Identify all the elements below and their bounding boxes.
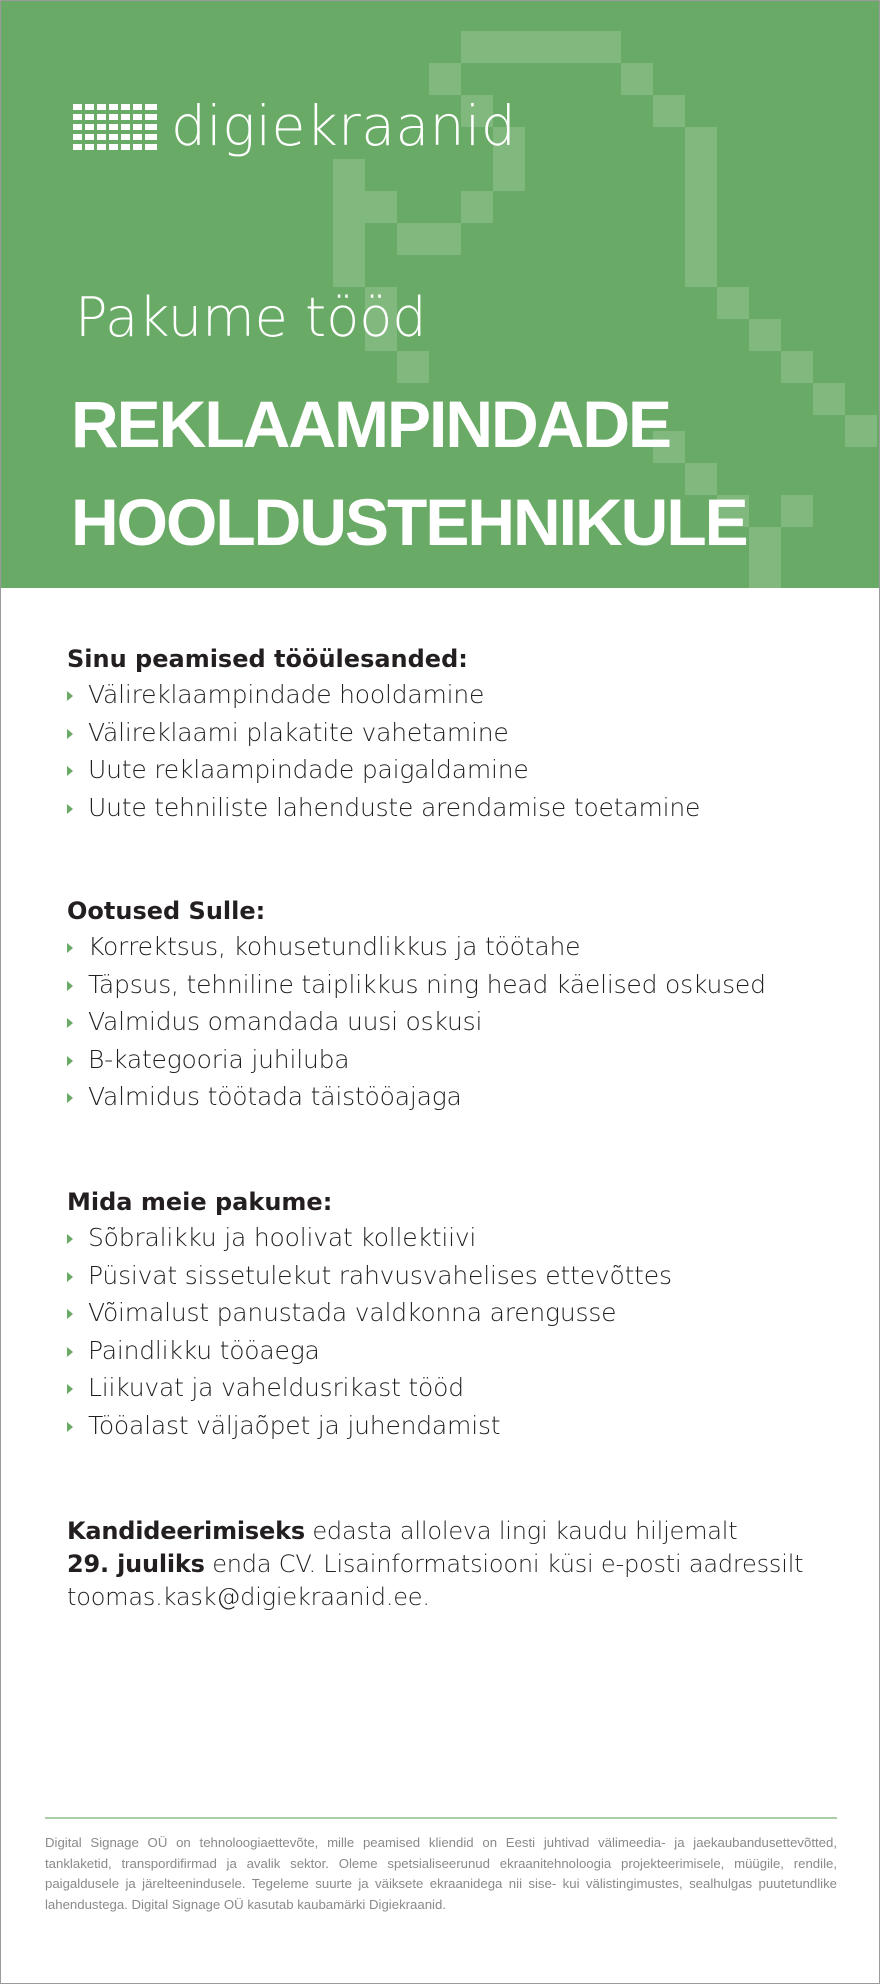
list-item: Uute tehniliste lahenduste arendamise toetamine: [67, 789, 700, 827]
list-item: Täpsus, tehniline taiplikkus ning head käelised oskused: [67, 966, 766, 1004]
offer-list: [67, 1219, 672, 1444]
bullet-arrow-icon: [67, 1234, 73, 1244]
bullet-arrow-icon: [67, 729, 73, 739]
job-title-line-1: REKLAAMPINDADE: [71, 387, 670, 461]
apply-text-2: enda CV. Lisainformatsiooni küsi e-posti aadressilt: [204, 1550, 804, 1578]
list-item: Sõbralikku ja hoolivat kollektiivi: [67, 1219, 672, 1257]
company-description: Digital Signage OÜ on tehnoloogiaettevõte, mille peamised kliendid on Eesti juhtivad välimeedia- ja jaekaubandusettevõtted, tanklaketid, transpordifirmad ja avalik sektor. Oleme spetsialiseerunud ekraanitehnoloogia projekteerimisele, müügile, rendile, paigaldusele ja järelteenindusele. Tegeleme suurte ja väiksete ekraanidega nii sise- kui välistingimustes, sealhulgas puutetundlike lahendustega. Digital Signage OÜ kasutab kaubamärki Digiekraanid.: [45, 1835, 837, 1912]
list-item: B-kategooria juhiluba: [67, 1041, 766, 1079]
bullet-arrow-icon: [67, 1272, 73, 1282]
responsibilities-list: [67, 676, 700, 826]
header-banner: [1, 1, 879, 588]
list-item: Välireklaami plakatite vahetamine: [67, 714, 700, 752]
list-item: Valmidus omandada uusi oskusi: [67, 1003, 766, 1041]
expectations-list: [67, 928, 766, 1116]
bullet-arrow-icon: [67, 691, 73, 701]
bullet-arrow-icon: [67, 766, 73, 776]
apply-keyword: Kandideerimiseks: [67, 1517, 305, 1545]
bullet-arrow-icon: [67, 1384, 73, 1394]
bullet-arrow-icon: [67, 1018, 73, 1028]
section-expectations: [67, 894, 766, 1116]
bullet-arrow-icon: [67, 943, 73, 953]
section-heading: Mida meie pakume:: [67, 1188, 333, 1216]
bullet-arrow-icon: [67, 1422, 73, 1432]
bullet-arrow-icon: [67, 1093, 73, 1103]
application-info: [67, 1515, 847, 1614]
list-item: Tööalast väljaõpet ja juhendamist: [67, 1407, 672, 1445]
led-grid-logo-icon: [73, 104, 157, 150]
list-item: Paindlikku tööaega: [67, 1332, 672, 1370]
section-heading: Sinu peamised tööülesanded:: [67, 645, 468, 673]
list-item: Uute reklaampindade paigaldamine: [67, 751, 700, 789]
bullet-arrow-icon: [67, 1347, 73, 1357]
section-responsibilities: [67, 642, 700, 826]
bullet-arrow-icon: [67, 1056, 73, 1066]
list-item: Liikuvat ja vaheldusrikast tööd: [67, 1369, 672, 1407]
list-item: Valmidus töötada täistööajaga: [67, 1078, 766, 1116]
list-item: Korrektsus, kohusetundlikkus ja töötahe: [67, 928, 766, 966]
deadline-date: 29. juuliks: [67, 1550, 205, 1578]
section-offer: [67, 1185, 672, 1444]
bullet-arrow-icon: [67, 804, 73, 814]
job-title-line-2: HOOLDUSTEHNIKULE: [71, 485, 747, 559]
contact-email[interactable]: toomas.kask@digiekraanid.ee.: [67, 1583, 430, 1611]
apply-text-1: edasta alloleva lingi kaudu hiljemalt: [304, 1517, 738, 1545]
bullet-arrow-icon: [67, 981, 73, 991]
list-item: Püsivat sissetulekut rahvusvahelises ettevõttes: [67, 1257, 672, 1295]
brand-name: digiekraanid: [171, 94, 517, 158]
brand-logo: [73, 94, 517, 158]
section-heading: Ootused Sulle:: [67, 897, 266, 925]
pre-title: Pakume tööd: [75, 286, 427, 349]
list-item: Võimalust panustada valdkonna arengusse: [67, 1294, 672, 1332]
bullet-arrow-icon: [67, 1309, 73, 1319]
footer-divider: [45, 1817, 837, 1819]
list-item: Välireklaampindade hooldamine: [67, 676, 700, 714]
